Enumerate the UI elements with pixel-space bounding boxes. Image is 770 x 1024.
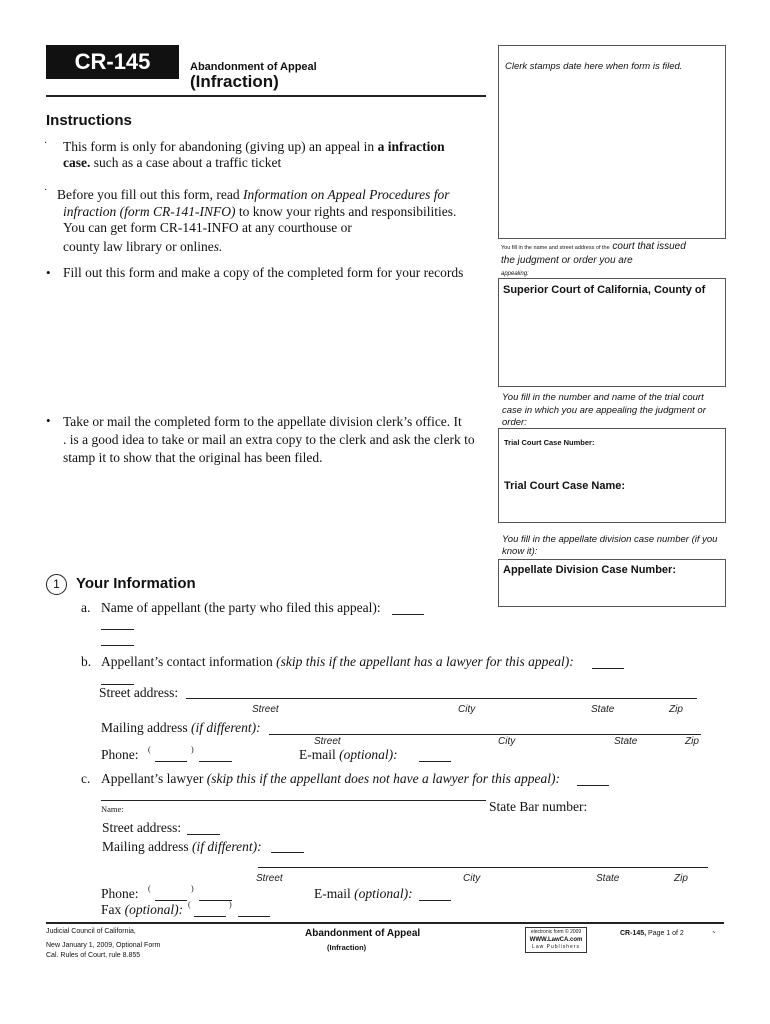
trial-hint: You fill in the number and name of the trial court case in which you are appealing the judgment or order: [502, 392, 706, 428]
lawyer-mailing-input[interactable] [271, 841, 304, 853]
label-city-2: City [498, 736, 516, 747]
lawca-logo [525, 927, 587, 953]
lawyer-phone-input[interactable] [199, 886, 232, 901]
court-hint [501, 241, 723, 281]
form-code-badge: CR-145 [46, 45, 179, 79]
mailing-address-input[interactable] [269, 720, 701, 735]
label-zip-2: Zip [685, 736, 699, 747]
court-hint-large: court that issued [609, 241, 686, 252]
appellant-name-input-3[interactable] [101, 631, 134, 646]
lawyer-address-line [258, 867, 708, 868]
phone-paren-open: ( [148, 745, 151, 754]
item-c-text [101, 771, 560, 787]
bullet-dot: · [44, 185, 48, 196]
lawyer-email-label [314, 886, 413, 902]
footer-rule [46, 922, 724, 924]
appellant-name-input-2[interactable] [101, 615, 134, 630]
item-b-text [101, 654, 574, 670]
label-state-2: State [614, 736, 638, 747]
form-title: (Infraction) [190, 72, 279, 91]
clerk-stamp-box[interactable] [498, 45, 726, 239]
instruction-3: Fill out this form and make a copy of the completed form for your records [63, 265, 464, 280]
appellate-case-label: Appellate Division Case Number: [503, 564, 676, 576]
email-optional: (optional): [339, 747, 398, 762]
email-label [299, 747, 398, 763]
instruction-1-text2: such as a case about a traffic ticket [90, 155, 282, 170]
header-rule [46, 95, 486, 97]
fax-optional: (optional): [124, 902, 184, 917]
phone-input[interactable] [199, 747, 232, 762]
instruction-4-text2: . is a good idea to take or mail an extra copy to the clerk and ask the clerk to [63, 432, 475, 447]
court-hint-line3: appealing: [501, 271, 529, 277]
lawca-line2: WWW.LawCA.com [529, 936, 583, 943]
bullet-dot: • [46, 413, 51, 428]
label-street-2: Street [314, 736, 341, 747]
lawyer-phone-paren-close: ) [191, 884, 194, 893]
lawyer-name-label: Name: [101, 804, 124, 814]
footer-rule-text: Cal. Rules of Court, rule 8.855 [46, 952, 141, 959]
lawyer-phone-paren-open: ( [148, 884, 151, 893]
instruction-2-text3: You can get form CR-141-INFO at any courthouse or [63, 220, 352, 235]
footer-form-code: CR-145, [620, 930, 647, 937]
fax-text: Fax [101, 902, 125, 917]
phone-paren-close: ) [191, 745, 194, 754]
label-city: City [458, 704, 476, 715]
label-zip: Zip [669, 704, 683, 715]
footer-subtitle: (Infraction) [327, 943, 367, 952]
instruction-1-bold: a infraction [377, 139, 445, 154]
footer-date: New January 1, 2009, Optional Form [46, 942, 161, 949]
lawyer-street-input[interactable] [187, 820, 220, 835]
mailing-if-different: (if different): [191, 720, 261, 735]
lawyer-email-text: E-mail [314, 886, 355, 901]
instruction-4-text1: Take or mail the completed form to the appellate division clerk’s office. It [63, 414, 462, 429]
form-subtitle: Abandonment of Appeal [190, 61, 317, 73]
instruction-2-text2: to know your rights and responsibilities. [235, 203, 457, 219]
street-address-label: Street address: [99, 685, 179, 700]
superior-court-label: Superior Court of California, County of [503, 284, 706, 296]
lawyer-mailing-label [102, 839, 262, 855]
lawyer-input[interactable] [577, 771, 609, 786]
court-hint-small: You fill in the name and street address of the [501, 245, 610, 251]
item-a-letter: a. [81, 600, 91, 615]
label-city-3: City [463, 873, 481, 884]
bullet-dot: · [44, 138, 48, 149]
lawyer-name-input[interactable] [101, 786, 486, 801]
lawyer-email-optional: (optional): [354, 886, 413, 901]
label-street: Street [252, 704, 279, 715]
lawca-line1: electronic form © 2009 [530, 929, 582, 935]
footer-title: Abandonment of Appeal [305, 928, 421, 939]
fax-paren-close: ) [229, 900, 232, 909]
item-c-letter: c. [81, 771, 91, 786]
item-a-text: Name of appellant (the party who filed this appeal): [101, 600, 381, 615]
contact-info-input[interactable] [592, 654, 624, 669]
lawyer-mailing-text: Mailing address [102, 839, 192, 854]
trial-case-name-label: Trial Court Case Name: [504, 480, 626, 492]
label-state-3: State [596, 873, 620, 884]
email-text: E-mail [299, 747, 340, 762]
instruction-2-text4-end: s. [213, 239, 223, 254]
bullet-dot: • [46, 265, 51, 280]
court-hint-line2: the judgment or order you are [501, 254, 633, 266]
mailing-address-text: Mailing address [101, 720, 191, 735]
lawyer-phone-area-input[interactable] [155, 886, 187, 901]
mailing-address-label [101, 720, 261, 736]
footer-page [620, 930, 684, 937]
phone-area-input[interactable] [155, 747, 187, 762]
instruction-4-text3: stamp it to show that the original has been filed. [63, 450, 323, 465]
footer-page-number: Page 1 of 2 [646, 930, 684, 937]
section-heading: Your Information [76, 575, 196, 592]
item-b-text-italic: (skip this if the appellant has a lawyer for this appeal): [276, 654, 574, 669]
instruction-2-italic: Information on Appeal Procedures for [242, 187, 450, 202]
instruction-2-line4 [63, 239, 222, 255]
instruction-2-italic2: infraction (form CR-141-INFO) [63, 203, 236, 219]
street-address-input[interactable] [186, 684, 697, 699]
instruction-1 [63, 139, 483, 171]
appellant-name-input[interactable] [392, 600, 424, 615]
item-c-text-italic: (skip this if the appellant does not have a lawyer for this appeal): [206, 771, 560, 786]
clerk-stamp-hint: Clerk stamps date here when form is filed. [505, 61, 683, 72]
fax-input[interactable] [238, 902, 270, 917]
instruction-2 [57, 187, 487, 237]
lawyer-mailing-if-different: (if different): [192, 839, 262, 854]
lawyer-street-label: Street address: [102, 820, 182, 835]
footer-mark: ˴ [712, 925, 716, 937]
lawca-line3: Law Publishers [532, 944, 580, 950]
fax-paren-open: ( [188, 900, 191, 909]
item-b-letter: b. [81, 654, 92, 669]
instruction-2-text: Before you fill out this form, read [57, 187, 243, 202]
trial-case-number-label: Trial Court Case Number: [504, 438, 595, 447]
footer-council: Judicial Council of California, [46, 928, 136, 935]
fax-label [101, 902, 183, 918]
item-c-text-main: Appellant’s lawyer [101, 771, 207, 786]
contact-info-input-2[interactable] [101, 670, 134, 685]
label-state: State [591, 704, 615, 715]
label-street-3: Street [256, 873, 283, 884]
instruction-1-bold2: case. [63, 155, 91, 170]
lawyer-email-input[interactable] [419, 886, 451, 901]
section-number-circle: 1 [46, 574, 67, 595]
appellate-hint: You fill in the appellate division case number (if you know it): [502, 534, 718, 557]
state-bar-label: State Bar number: [489, 799, 588, 814]
instruction-1-text: This form is only for abandoning (giving up) an appeal in [63, 139, 378, 154]
email-input[interactable] [419, 747, 451, 762]
phone-label: Phone: [101, 747, 139, 762]
fax-area-input[interactable] [194, 902, 226, 917]
instruction-2-text4: county law library or online [63, 239, 214, 254]
item-b-text-main: Appellant’s contact information [101, 654, 277, 669]
label-zip-3: Zip [674, 873, 688, 884]
instruction-4 [63, 413, 493, 467]
lawyer-phone-label: Phone: [101, 886, 139, 901]
instructions-heading: Instructions [46, 112, 132, 129]
